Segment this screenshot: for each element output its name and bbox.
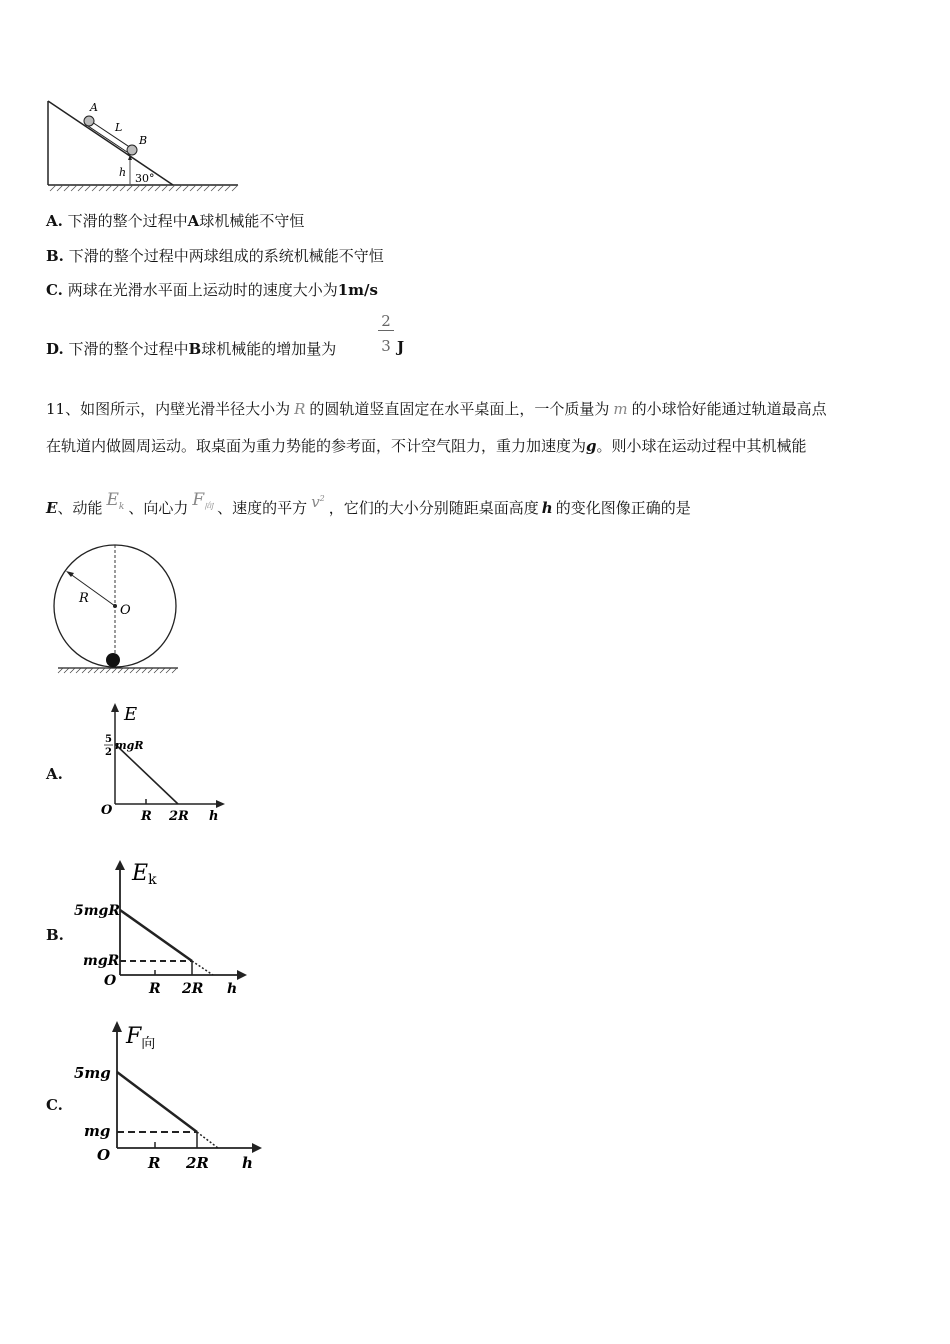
graph-a-origin: O (101, 803, 113, 818)
q10-option-a[interactable]: A. 下滑的整个过程中A球机械能不守恒 (46, 212, 305, 230)
label-b: B (139, 134, 148, 147)
q10-option-c[interactable]: C. 两球在光滑水平面上运动时的速度大小为1m/s (46, 281, 378, 299)
graph-a-ytop-num: 5 (105, 734, 112, 745)
graph-b-ylabel: Ek (132, 861, 157, 888)
graph-c-xlabel: h (242, 1154, 253, 1172)
label-a: A (90, 101, 98, 114)
graph-b-xlabel: h (227, 981, 238, 997)
graph-b-ytop: 5mgR (74, 903, 120, 919)
graph-a-ytop-den: 2 (105, 747, 112, 758)
graph-c-ylabel: $F_向$ (126, 1024, 156, 1052)
ball-a (84, 116, 94, 126)
graph-a-x2: 2R (169, 809, 189, 824)
q11-option-b-letter[interactable]: B. (46, 926, 64, 944)
graph-a-xlabel: h (209, 809, 219, 824)
q11-option-a-letter[interactable]: A. (46, 765, 63, 783)
graph-c-origin: O (97, 1146, 111, 1164)
graph-a-ylabel: E (124, 704, 138, 725)
q11-line-3: E、动能 $E_k$ 、向心力 $F_向$ 、速度的平方 $v^2$，它们的大小分别随距桌面高度 h 的变化图像正确的是 (46, 490, 691, 517)
fraction-2-3: 2 3 (378, 312, 394, 355)
graph-b-x1: R (149, 981, 161, 997)
graph-a-ytop-rest: mgR (115, 739, 144, 752)
label-o: O (120, 603, 131, 618)
circular-track-figure (52, 540, 182, 678)
unit-j: J (397, 338, 405, 356)
q11-line-2: 在轨道内做圆周运动。取桌面为重力势能的参考面，不计空气阻力，重力加速度为g。则小球在运动过程中其机械能 (46, 437, 807, 455)
graph-b-x2: 2R (182, 981, 204, 997)
q10-option-b[interactable]: B. 下滑的整个过程中两球组成的系统机械能不守恒 (46, 247, 384, 265)
q11-line-1: 11、如图所示，内壁光滑半径大小为 R 的圆轨道竖直固定在水平桌面上，一个质量为 m 的小球恰好能通过轨道最高点 (46, 400, 827, 418)
graph-b-ylow: mgR (83, 953, 120, 969)
graph-c[interactable] (70, 1015, 270, 1175)
graph-c-x2: 2R (186, 1154, 209, 1172)
graph-b-origin: O (104, 973, 117, 989)
label-l: L (115, 121, 123, 134)
graph-c-ytop: 5mg (74, 1064, 111, 1082)
q11-option-c-letter[interactable]: C. (46, 1096, 63, 1114)
q10-option-d[interactable]: D. 下滑的整个过程中B球机械能的增加量为 (46, 340, 337, 358)
incline-figure (40, 95, 245, 195)
ball-b (127, 145, 137, 155)
small-ball (106, 653, 120, 667)
angle-label: 30° (135, 172, 155, 185)
graph-a-x1: R (141, 809, 152, 824)
graph-a[interactable] (70, 700, 230, 830)
label-h: h (119, 166, 127, 179)
graph-b[interactable] (70, 855, 255, 1000)
label-r: R (79, 591, 89, 606)
graph-c-ylow: mg (84, 1122, 111, 1140)
graph-c-x1: R (148, 1154, 161, 1172)
